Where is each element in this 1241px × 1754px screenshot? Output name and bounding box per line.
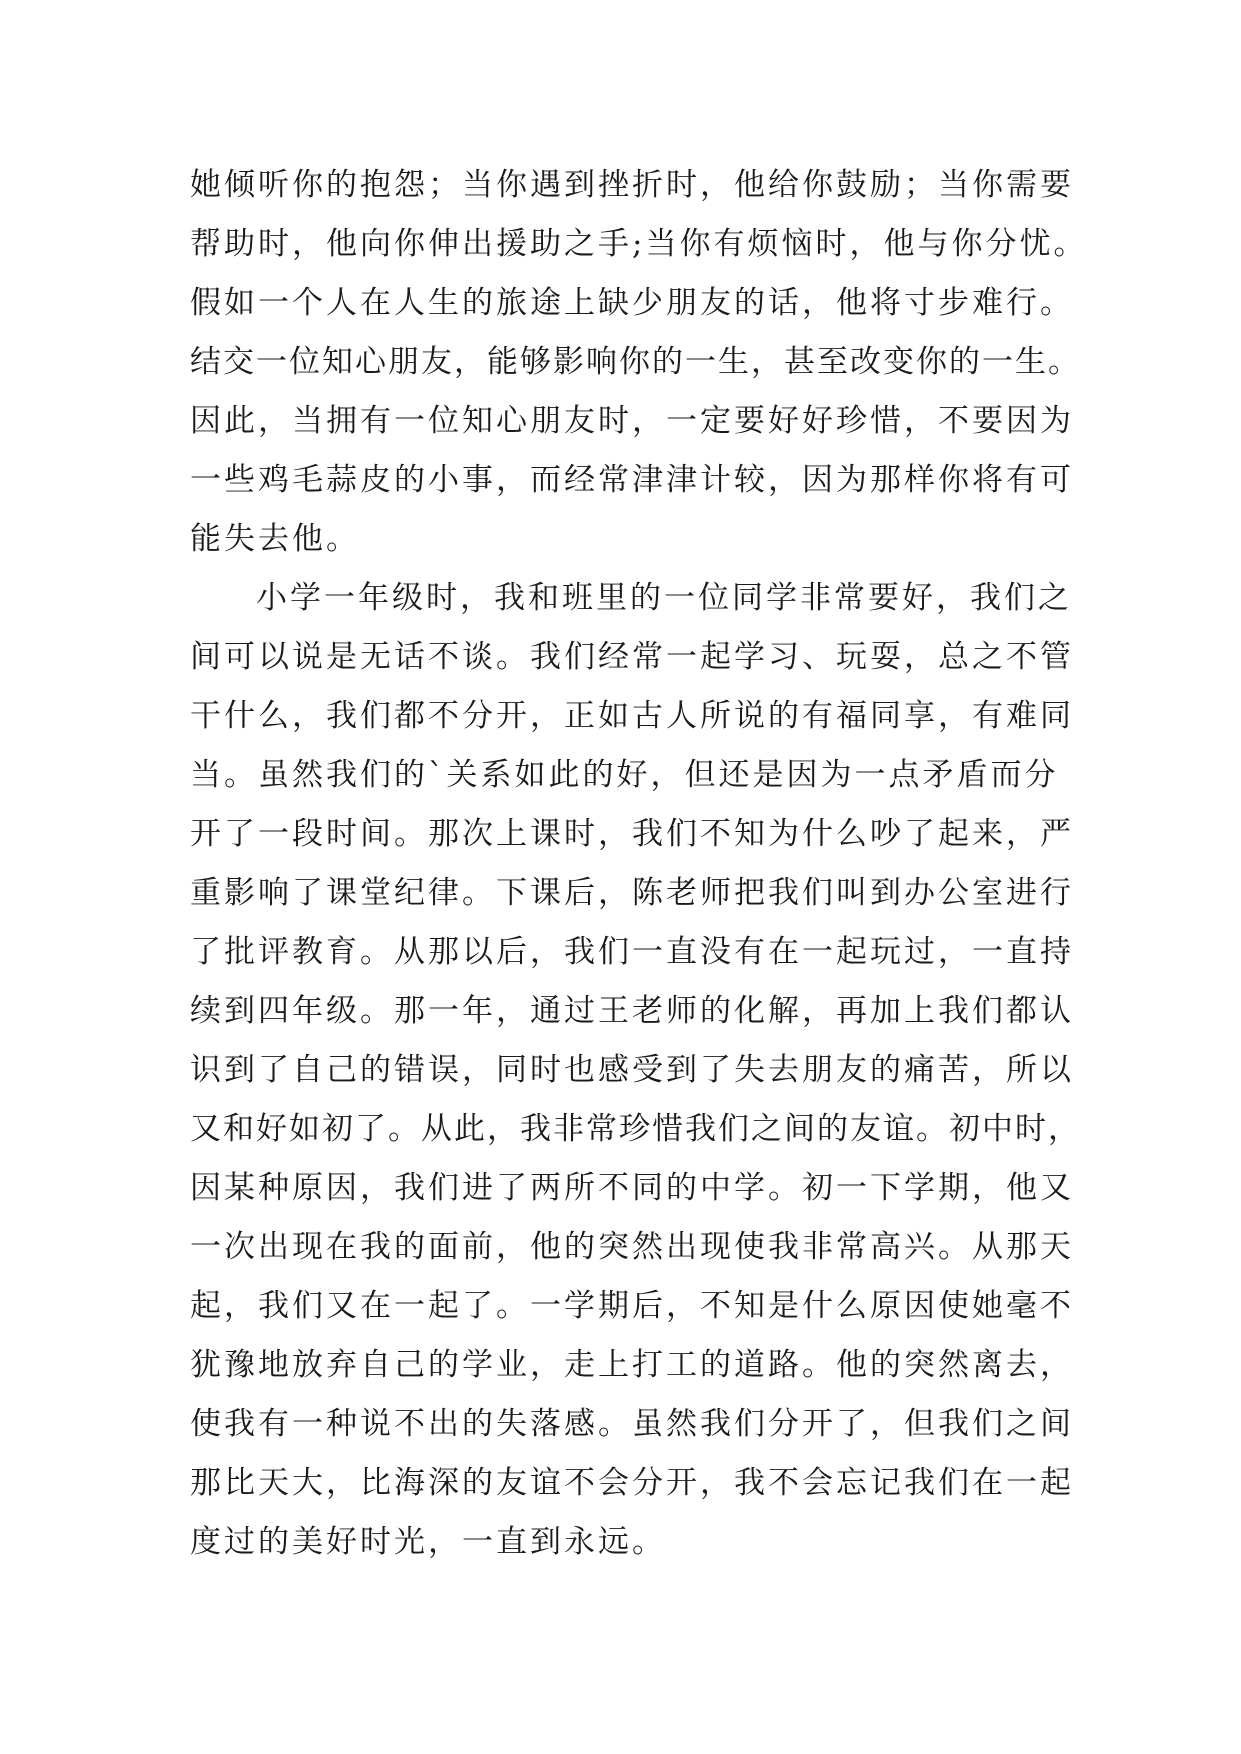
- text-line: 使我有一种说不出的失落感。虽然我们分开了，但我们之间: [190, 1406, 1074, 1442]
- text-line: 一些鸡毛蒜皮的小事，而经常津津计较，因为那样你将有可: [190, 462, 1074, 498]
- text-line: 间可以说是无话不谈。我们经常一起学习、玩耍，总之不管: [190, 639, 1074, 675]
- text-line: 了批评教育。从那以后，我们一直没有在一起玩过，一直持: [190, 934, 1074, 970]
- text-line: 犹豫地放弃自己的学业，走上打工的道路。他的突然离去，: [190, 1347, 1074, 1383]
- paragraph-1: [190, 156, 1090, 569]
- text-line: 因某种原因，我们进了两所不同的中学。初一下学期，他又: [190, 1170, 1074, 1206]
- text-line: 又和好如初了。从此，我非常珍惜我们之间的友谊。初中时，: [190, 1111, 1081, 1147]
- text-line: 开了一段时间。那次上课时，我们不知为什么吵了起来，严: [190, 816, 1074, 852]
- text-line: 假如一个人在人生的旅途上缺少朋友的话，他将寸步难行。: [190, 285, 1074, 321]
- document-body: [190, 156, 1090, 1572]
- text-line: 她倾听你的抱怨；当你遇到挫折时，他给你鼓励；当你需要: [190, 167, 1074, 203]
- paragraph-2: [190, 569, 1090, 1572]
- text-line: 干什么，我们都不分开，正如古人所说的有福同享，有难同: [190, 698, 1074, 734]
- text-line: 因此，当拥有一位知心朋友时，一定要好好珍惜，不要因为: [190, 403, 1074, 439]
- text-line: 识到了自己的错误，同时也感受到了失去朋友的痛苦，所以: [190, 1052, 1074, 1088]
- text-line: 能失去他。: [190, 521, 360, 557]
- text-line: 续到四年级。那一年，通过王老师的化解，再加上我们都认: [190, 993, 1074, 1029]
- text-line: 重影响了课堂纪律。下课后，陈老师把我们叫到办公室进行: [190, 875, 1074, 911]
- text-line: 起，我们又在一起了。一学期后，不知是什么原因使她毫不: [190, 1288, 1074, 1324]
- text-line: 度过的美好时光，一直到永远。: [190, 1524, 666, 1560]
- text-line: 那比天大，比海深的友谊不会分开，我不会忘记我们在一起: [190, 1465, 1074, 1501]
- text-line: 当。虽然我们的`关系如此的好，但还是因为一点矛盾而分: [190, 757, 1059, 793]
- text-line: 小学一年级时，我和班里的一位同学非常要好，我们之: [256, 580, 1072, 616]
- text-line: 结交一位知心朋友，能够影响你的一生，甚至改变你的一生。: [190, 344, 1081, 380]
- text-line: 帮助时，他向你伸出援助之手;当你有烦恼时，他与你分忧。: [190, 226, 1088, 262]
- text-line: 一次出现在我的面前，他的突然出现使我非常高兴。从那天: [190, 1229, 1074, 1265]
